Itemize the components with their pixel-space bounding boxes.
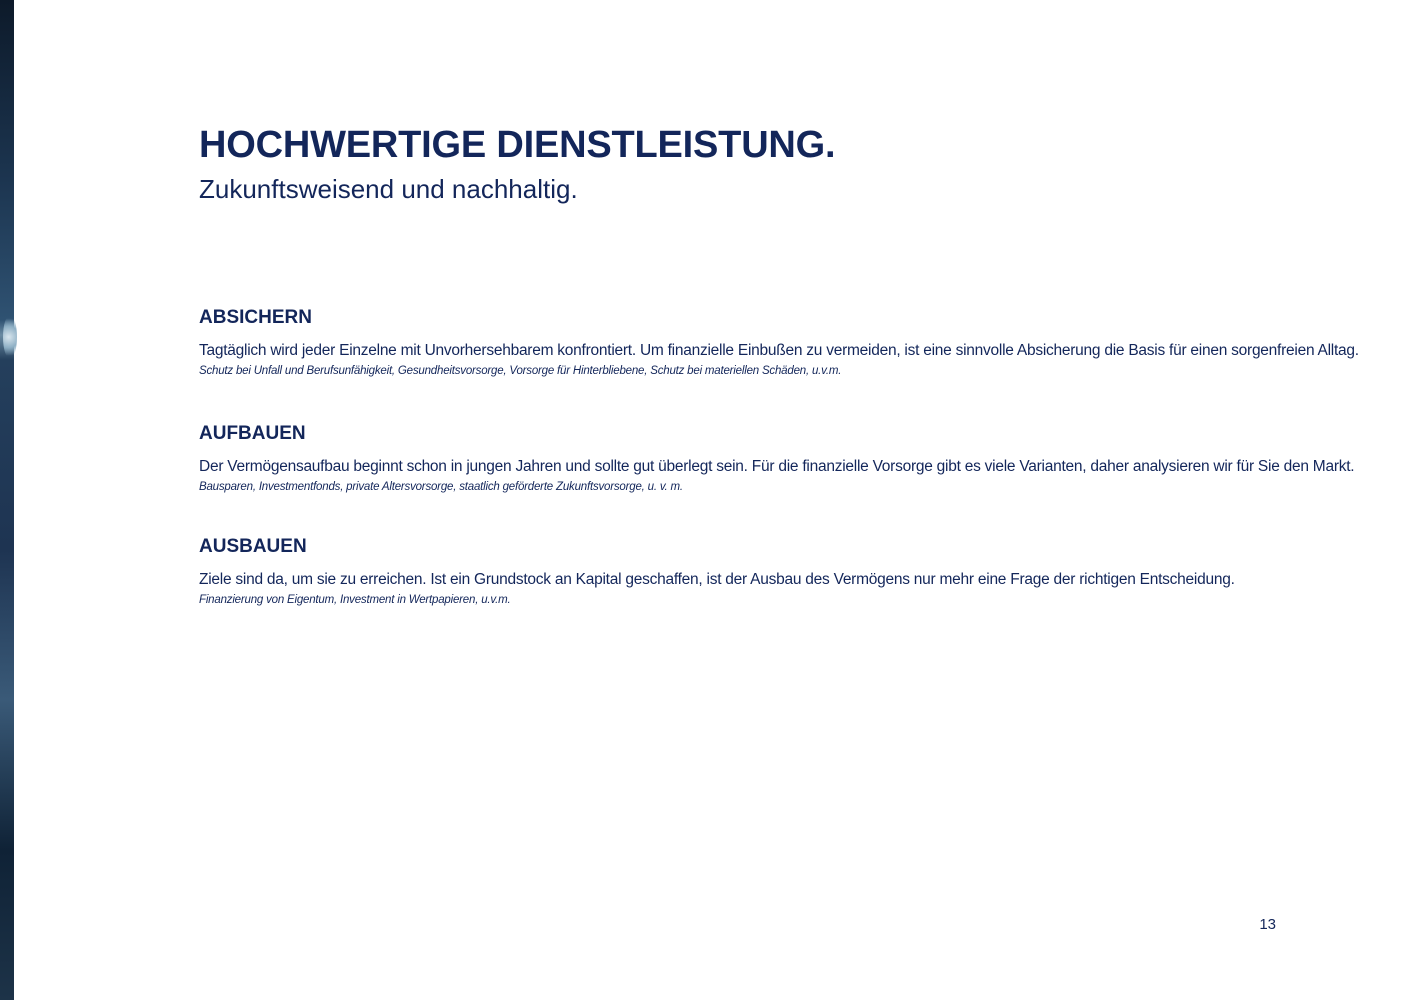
section-absichern: [199, 306, 1359, 379]
page-number: 13: [1259, 916, 1276, 933]
page-title: HOCHWERTIGE DIENSTLEISTUNG.: [199, 124, 836, 166]
section-aufbauen: [199, 422, 1355, 495]
section-ausbauen: [199, 535, 1299, 608]
left-edge-photo-strip: [0, 0, 14, 1000]
section-body: Tagtäglich wird jeder Einzelne mit Unvorhersehbarem konfrontiert. Um finanzielle Einbußen zu vermeiden, ist eine sinnvolle Absicherung die Basis für einen sorgenfreien Alltag.: [199, 342, 1359, 359]
section-note: Schutz bei Unfall und Berufsunfähigkeit, Gesundheitsvorsorge, Vorsorge für Hinterbliebene, Schutz bei materiellen Schäden, u.v.m.: [199, 365, 842, 377]
section-note: Finanzierung von Eigentum, Investment in Wertpapieren, u.v.m.: [199, 594, 511, 606]
section-heading: AUSBAUEN: [199, 536, 307, 557]
section-heading: AUFBAUEN: [199, 423, 306, 444]
page-subtitle: Zukunftsweisend und nachhaltig.: [199, 174, 578, 204]
section-body: Ziele sind da, um sie zu erreichen. Ist ein Grundstock an Kapital geschaffen, ist der Ausbau des Vermögens nur mehr eine Frage der richtigen Entscheidung.: [199, 571, 1235, 588]
section-heading: ABSICHERN: [199, 307, 312, 328]
light-glow: [3, 315, 17, 359]
section-note: Bausparen, Investmentfonds, private Altersvorsorge, staatlich geförderte Zukunftsvorsorge, u. v. m.: [199, 481, 683, 493]
section-body: Der Vermögensaufbau beginnt schon in jungen Jahren und sollte gut überlegt sein. Für die finanzielle Vorsorge gibt es viele Varianten, daher analysieren wir für Sie den Markt.: [199, 458, 1355, 475]
